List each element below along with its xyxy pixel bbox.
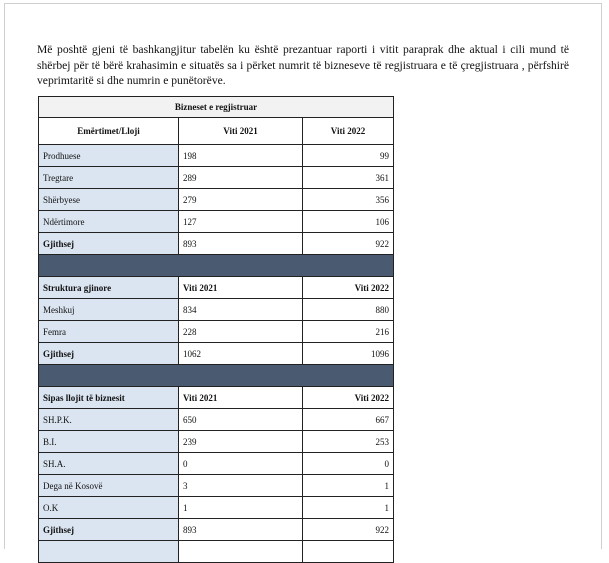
row-label: SH.P.K. [39,409,179,431]
table-row [39,321,394,343]
column-header: Viti 2022 [303,118,394,145]
table-row [39,409,394,431]
row-label: Prodhuese [39,145,179,167]
table-row [39,431,394,453]
column-header: Emërtimet/Lloji [39,118,179,145]
empty-cell [39,541,179,563]
empty-row [39,541,394,563]
column-header: Viti 2021 [179,387,303,409]
section-separator [39,365,394,387]
total-2022: 922 [303,233,394,255]
section-separator [39,255,394,277]
cell-2021: 1 [179,497,303,519]
total-2021: 1062 [179,343,303,365]
section1-header-row [39,118,394,145]
separator-row [39,255,394,277]
cell-2021: 279 [179,189,303,211]
total-row [39,233,394,255]
separator-row [39,365,394,387]
column-header: Viti 2022 [303,277,394,299]
document-page [4,3,602,549]
cell-2021: 834 [179,299,303,321]
cell-2022: 1 [303,475,394,497]
section2-header-row [39,277,394,299]
row-label: B.I. [39,431,179,453]
cell-2022: 99 [303,145,394,167]
empty-cell [303,541,394,563]
column-header: Viti 2022 [303,387,394,409]
business-registration-table [38,96,394,563]
cell-2022: 106 [303,211,394,233]
column-header: Viti 2021 [179,118,303,145]
total-label: Gjithsej [39,519,179,541]
table-title: Bizneset e regjistruar [39,97,394,118]
total-2022: 922 [303,519,394,541]
table-row [39,299,394,321]
table-row [39,211,394,233]
cell-2022: 216 [303,321,394,343]
table-row [39,497,394,519]
cell-2022: 667 [303,409,394,431]
cell-2021: 127 [179,211,303,233]
row-label: Dega në Kosovë [39,475,179,497]
cell-2021: 239 [179,431,303,453]
cell-2021: 650 [179,409,303,431]
table-row [39,453,394,475]
cell-2022: 880 [303,299,394,321]
total-2021: 893 [179,233,303,255]
total-row [39,519,394,541]
row-label: Tregtare [39,167,179,189]
table-row [39,475,394,497]
total-label: Gjithsej [39,343,179,365]
row-label: Shërbyese [39,189,179,211]
table-row [39,189,394,211]
column-header: Viti 2021 [179,277,303,299]
cell-2021: 198 [179,145,303,167]
section-header: Struktura gjinore [39,277,179,299]
cell-2022: 356 [303,189,394,211]
table-title-row [39,97,394,118]
row-label: Meshkuj [39,299,179,321]
cell-2021: 0 [179,453,303,475]
section3-header-row [39,387,394,409]
cell-2021: 228 [179,321,303,343]
cell-2022: 1 [303,497,394,519]
row-label: SH.A. [39,453,179,475]
section-header: Sipas llojit të biznesit [39,387,179,409]
cell-2022: 361 [303,167,394,189]
row-label: Ndërtimore [39,211,179,233]
total-label: Gjithsej [39,233,179,255]
cell-2021: 3 [179,475,303,497]
row-label: O.K [39,497,179,519]
table-row [39,167,394,189]
empty-cell [179,541,303,563]
intro-paragraph: Më poshtë gjeni të bashkangjitur tabelën ku është prezantuar raporti i vitit paraprak dhe aktual i cili mund të shërbej për të bërë krahasimin e situatës sa i përket numrit të bizneseve të regjistruara e të çregjistruara , përfshirë veprimtaritë si dhe numrin e punëtorëve. [37,43,569,87]
table-row [39,145,394,167]
row-label: Femra [39,321,179,343]
cell-2021: 289 [179,167,303,189]
cell-2022: 253 [303,431,394,453]
total-row [39,343,394,365]
total-2022: 1096 [303,343,394,365]
cell-2022: 0 [303,453,394,475]
total-2021: 893 [179,519,303,541]
